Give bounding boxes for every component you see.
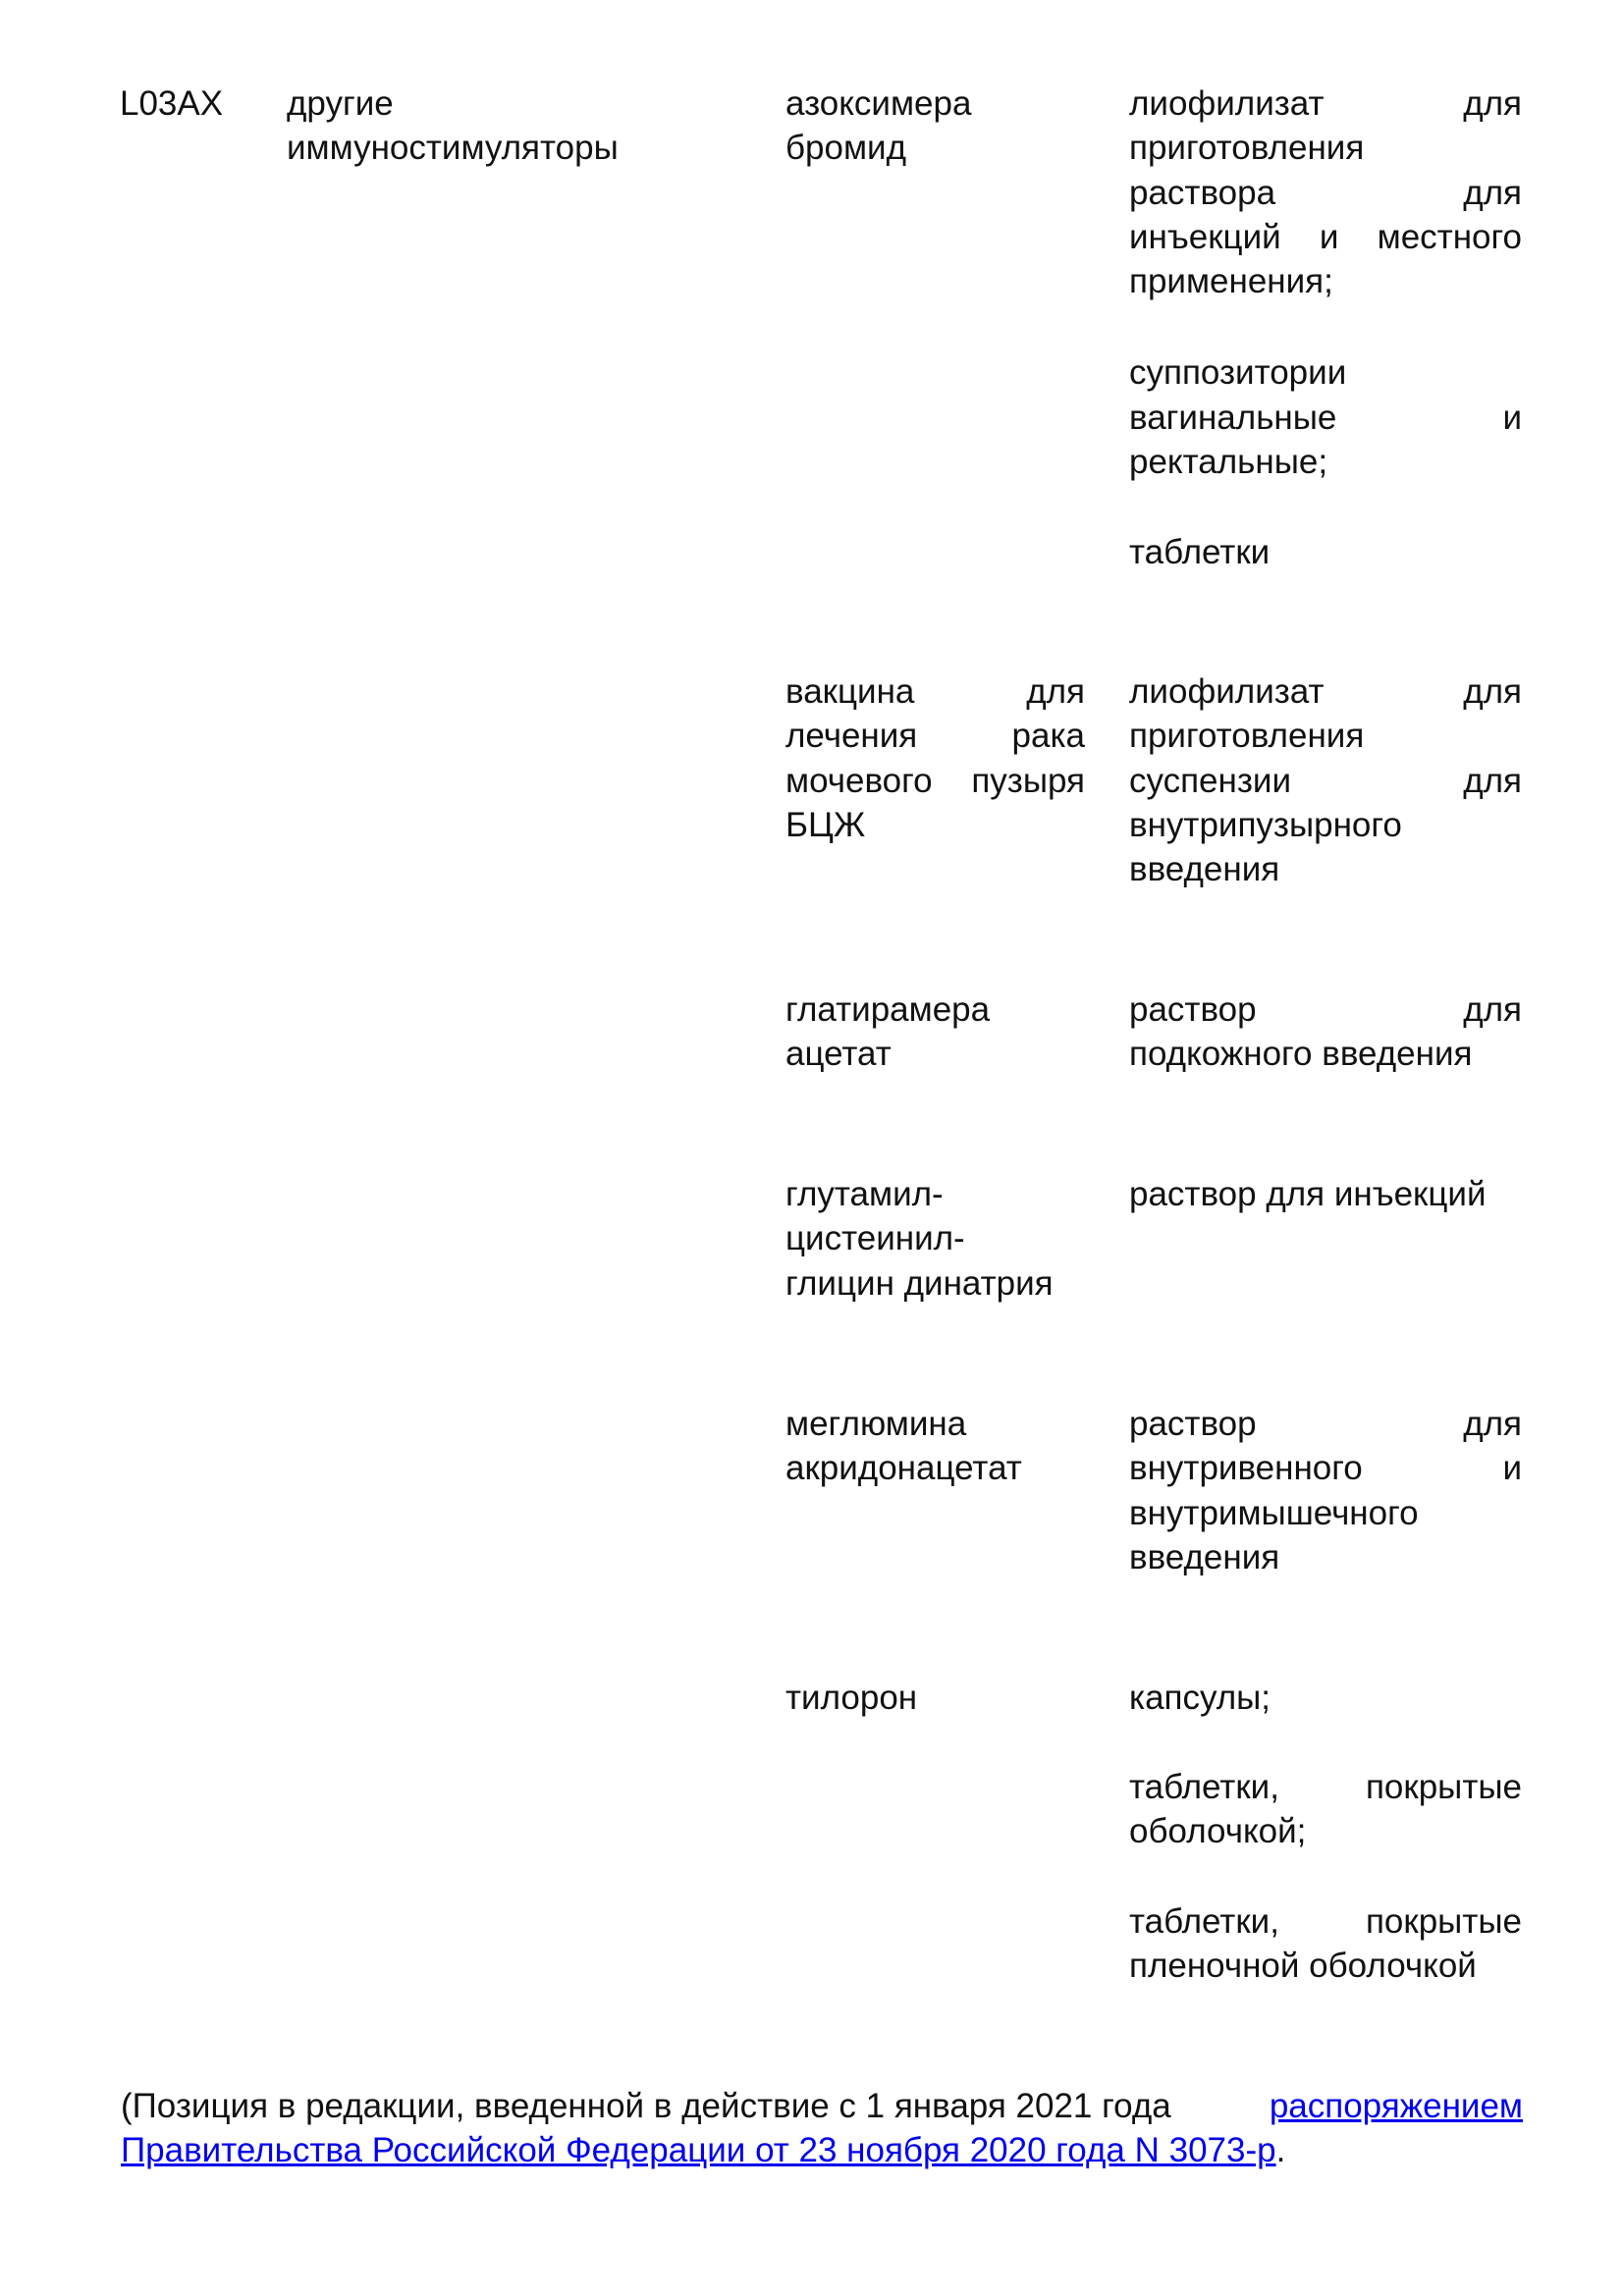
atc-code: L03AX: [120, 84, 224, 123]
dosage-form-line: подкожного введения: [1129, 1035, 1473, 1073]
footer-suffix: .: [1275, 2131, 1286, 2169]
dosage-form-line: таблетки, покрытые: [1129, 1902, 1522, 1941]
regulation-link[interactable]: Правительства Российской Федерации от 23 ноября 2020 года N 3073-р: [121, 2131, 1276, 2169]
drug-name: тилорон: [785, 1679, 918, 1717]
dosage-form-line: приготовления: [1129, 129, 1365, 167]
dosage-form-line: раствор для инъекций: [1129, 1175, 1487, 1213]
footer-note-line2: [121, 2133, 1285, 2167]
footer-note: [121, 2089, 1523, 2123]
dosage-form-line: внутривенного и: [1129, 1449, 1522, 1487]
drug-name: мочевого пузыря: [785, 762, 1085, 800]
dosage-form-line: внутрипузырного: [1129, 806, 1402, 844]
dosage-form-line: лиофилизат для: [1129, 84, 1522, 123]
regulation-link[interactable]: распоряжением: [1269, 2087, 1523, 2125]
dosage-form-line: пленочной оболочкой: [1129, 1947, 1477, 1985]
group-name: иммуностимуляторы: [287, 129, 619, 167]
group-name: другие: [287, 84, 394, 123]
drug-name: глатирамера: [785, 990, 991, 1029]
drug-name: глицин динатрия: [785, 1264, 1054, 1303]
drug-name: азоксимера: [785, 84, 972, 123]
dosage-form-line: раствора для: [1129, 174, 1522, 212]
dosage-form-line: инъекций и местного: [1129, 218, 1522, 256]
dosage-form-line: раствор для: [1129, 990, 1522, 1029]
dosage-form-line: оболочкой;: [1129, 1812, 1307, 1850]
dosage-form-line: таблетки, покрытые: [1129, 1768, 1522, 1806]
dosage-form-line: внутримышечного: [1129, 1494, 1419, 1532]
drug-name: цистеинил-: [785, 1219, 965, 1257]
drug-name: ацетат: [785, 1035, 892, 1073]
dosage-form-line: применения;: [1129, 262, 1333, 300]
drug-name: вакцина для: [785, 672, 1085, 711]
dosage-form-line: лиофилизат для: [1129, 672, 1522, 711]
dosage-form-line: введения: [1129, 850, 1280, 888]
drug-name: глутамил-: [785, 1175, 944, 1213]
drug-name: БЦЖ: [785, 806, 866, 844]
drug-name: акридонацетат: [785, 1449, 1022, 1487]
dosage-form-line: введения: [1129, 1538, 1280, 1576]
dosage-form-line: ректальные;: [1129, 443, 1328, 481]
drug-name: бромид: [785, 129, 907, 167]
drug-name: лечения рака: [785, 717, 1085, 755]
dosage-form-line: вагинальные и: [1129, 399, 1522, 437]
dosage-form-line: приготовления: [1129, 717, 1365, 755]
dosage-form-line: суспензии для: [1129, 762, 1522, 800]
footer-prefix: (Позиция в редакции, введенной в действие с 1 января 2021 года: [121, 2087, 1181, 2125]
dosage-form-line: суппозитории: [1129, 353, 1347, 392]
dosage-form-line: капсулы;: [1129, 1679, 1271, 1717]
drug-name: меглюмина: [785, 1405, 967, 1443]
dosage-form-line: раствор для: [1129, 1405, 1522, 1443]
dosage-form-line: таблетки: [1129, 533, 1271, 571]
